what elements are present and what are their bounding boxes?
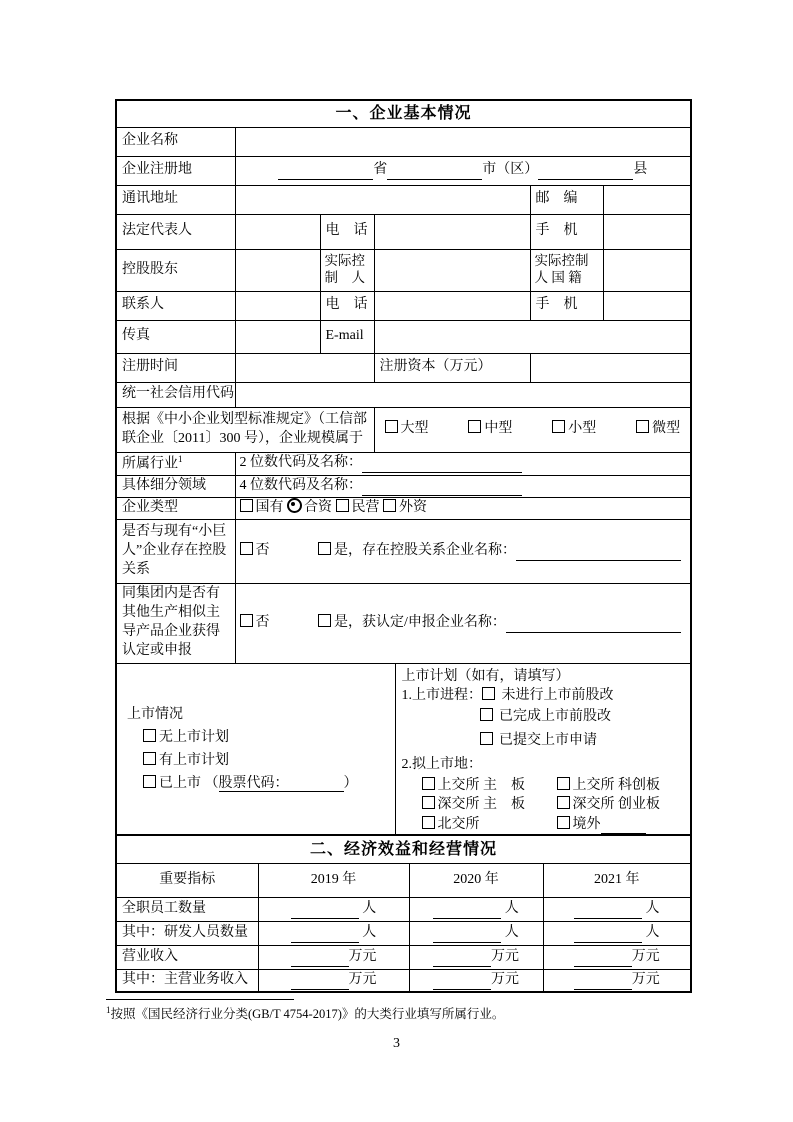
type-option-state-owned-label: 国有: [255, 500, 284, 516]
registration-place-value: [235, 156, 691, 185]
group-no-label: 否: [255, 614, 270, 630]
employees-2020: [409, 897, 543, 921]
stock-code-label: 股票代码：: [218, 775, 289, 791]
progress-option-2[interactable]: [402, 705, 689, 729]
checkbox-icon[interactable]: [318, 542, 331, 555]
giant-yes-option[interactable]: [318, 543, 516, 558]
legal-rep-row: [116, 214, 691, 249]
industry-row: [116, 452, 691, 475]
type-option-private[interactable]: [336, 500, 380, 515]
revenue-2020: [409, 945, 543, 969]
main-revenue-2021: [543, 969, 691, 992]
address-value[interactable]: [235, 185, 530, 214]
indicator-header-row: [116, 863, 691, 897]
checkbox-icon[interactable]: [480, 708, 493, 721]
employees-2019: [258, 897, 409, 921]
checkbox-icon[interactable]: [143, 729, 156, 742]
employees-2021-blank[interactable]: [574, 904, 642, 919]
credit-code-row: [116, 382, 691, 407]
fax-value[interactable]: [235, 320, 320, 353]
main-revenue-2021-blank[interactable]: [574, 975, 632, 990]
page-number: 3: [393, 1036, 400, 1051]
industry-value: [235, 452, 691, 475]
checkbox-icon[interactable]: [383, 499, 396, 512]
footnote-ref-superscript: 1: [178, 453, 183, 464]
group-similar-row: [116, 583, 691, 663]
listing-option-no-plan-label: 无上市计划: [159, 729, 229, 745]
economic-table: [115, 834, 692, 993]
place-option-bse-label: 北交所: [437, 816, 480, 832]
progress-option-1-label: 未进行上市前股改: [501, 687, 614, 703]
legal-rep-label: 法定代表人: [116, 214, 235, 249]
registered-capital-label: 注册资本（万元）: [374, 353, 530, 382]
credit-code-value[interactable]: [235, 382, 691, 407]
revenue-2020-blank[interactable]: [433, 952, 491, 967]
unit-label: 万元: [631, 971, 660, 987]
legal-rep-mobile-value[interactable]: [603, 214, 691, 249]
registered-capital-value[interactable]: [530, 353, 691, 382]
checkbox-icon[interactable]: [636, 420, 649, 433]
legal-rep-value[interactable]: [235, 214, 320, 249]
company-type-row: [116, 497, 691, 519]
giant-holding-row: [116, 519, 691, 583]
stock-code-field[interactable]: [219, 776, 344, 792]
subfield-row: [116, 475, 691, 497]
giant-company-name-blank[interactable]: [516, 546, 681, 561]
rd-staff-2020-blank[interactable]: [433, 928, 501, 943]
city-suffix: 市（区）: [482, 162, 539, 178]
holding-shareholder-row: [116, 249, 691, 291]
year-2021-header: 2021 年: [543, 863, 691, 897]
scale-option-micro-label: 微型: [652, 421, 681, 437]
type-option-joint-venture[interactable]: [287, 500, 332, 515]
checkbox-icon[interactable]: [480, 732, 493, 745]
checkbox-icon[interactable]: [240, 614, 253, 627]
checkbox-icon[interactable]: [143, 752, 156, 765]
registration-place-row: [116, 156, 691, 185]
checkbox-icon[interactable]: [422, 777, 435, 790]
place-option-sse-main[interactable]: [422, 776, 557, 796]
county-suffix: 县: [633, 162, 648, 178]
company-name-row: [116, 127, 691, 156]
revenue-2021-blank[interactable]: [574, 952, 632, 967]
main-revenue-2020: [409, 969, 543, 992]
group-company-name-blank[interactable]: [506, 618, 681, 633]
legal-rep-tel-value[interactable]: [374, 214, 530, 249]
registration-time-value[interactable]: [235, 353, 374, 382]
revenue-2021: [543, 945, 691, 969]
controller-nationality-label: [530, 249, 603, 291]
progress-option-3[interactable]: [402, 729, 689, 753]
contact-tel-value[interactable]: [374, 291, 530, 320]
checkbox-icon[interactable]: [557, 796, 570, 809]
giant-holding-label: 是否与现有“小巨人”企业存在控股关系: [116, 519, 235, 583]
type-option-joint-venture-label: 合资: [304, 500, 332, 516]
type-option-foreign[interactable]: [383, 500, 427, 515]
actual-controller-label-line1: 实际控: [324, 253, 365, 269]
contact-mobile-label: 手 机: [530, 291, 603, 320]
group-yes-label: 是，获认定/申报企业名称：: [334, 614, 506, 630]
contact-mobile-value[interactable]: [603, 291, 691, 320]
place-option-sse-star-label: 上交所 科创板: [572, 777, 660, 793]
checkbox-icon[interactable]: [336, 499, 349, 512]
actual-controller-value[interactable]: [374, 249, 530, 291]
email-value[interactable]: [374, 320, 691, 353]
rd-staff-row: [116, 921, 691, 945]
listing-progress-label: 1.上市进程：: [401, 687, 482, 703]
contact-value[interactable]: [235, 291, 320, 320]
controller-nationality-value[interactable]: [603, 249, 691, 291]
postcode-value[interactable]: [603, 185, 691, 214]
listing-status-title: 上市情况: [127, 706, 183, 722]
contact-row: [116, 291, 691, 320]
fax-row: [116, 320, 691, 353]
enterprise-form: [115, 99, 690, 993]
listing-option-listed[interactable]: [127, 772, 391, 795]
actual-controller-label-line2: 制 人: [324, 270, 365, 286]
group-no-option[interactable]: [240, 615, 270, 630]
subfield-label: 具体细分领域: [116, 475, 235, 497]
place-option-szse-chinext[interactable]: [557, 795, 661, 815]
contact-label: 联系人: [116, 291, 235, 320]
rd-staff-2020: [409, 921, 543, 945]
progress-option-1[interactable]: [482, 688, 614, 703]
subfield-code-prefix: 4 位数代码及名称：: [239, 477, 362, 493]
unit-label: 人: [645, 900, 660, 916]
progress-option-3-label: 已提交上市申请: [499, 732, 597, 748]
credit-code-label: 统一社会信用代码: [116, 382, 235, 407]
registration-time-label: 注册时间: [116, 353, 235, 382]
checkbox-icon[interactable]: [552, 420, 565, 433]
unit-label: 人: [504, 900, 519, 916]
listing-row: [116, 663, 691, 835]
unit-label: 万元: [348, 948, 377, 964]
employees-label: 全职员工数量: [116, 897, 258, 921]
enterprise-scale-label: 根据《中小企业划型标准规定》（工信部联企业〔2011〕300 号），企业规模属于: [116, 407, 374, 452]
place-option-sse-star[interactable]: [557, 776, 661, 796]
rd-staff-2021-blank[interactable]: [574, 928, 642, 943]
employees-row: [116, 897, 691, 921]
place-options-row-3: [402, 815, 689, 835]
unit-label: 人: [362, 924, 377, 940]
city-blank[interactable]: [387, 165, 482, 180]
section1-title: 一、企业基本情况: [116, 100, 691, 127]
rd-staff-2021: [543, 921, 691, 945]
checkbox-icon[interactable]: [422, 796, 435, 809]
industry-code-blank[interactable]: [362, 458, 522, 473]
footnote-number: 1: [106, 1004, 111, 1015]
unit-label: 万元: [348, 971, 377, 987]
main-revenue-2019-blank[interactable]: [291, 975, 349, 990]
revenue-label: 营业收入: [116, 945, 258, 969]
listing-status-cell: [116, 663, 395, 835]
employees-2019-blank[interactable]: [291, 904, 359, 919]
group-yes-option[interactable]: [318, 615, 506, 630]
legal-rep-tel-label: 电 话: [320, 214, 374, 249]
contact-tel-label: 电 话: [320, 291, 374, 320]
province-suffix: 省: [373, 162, 388, 178]
checkbox-icon[interactable]: [240, 542, 253, 555]
checkbox-icon[interactable]: [557, 777, 570, 790]
stock-code-close-paren: ）: [343, 775, 358, 791]
giant-yes-label: 是，存在控股关系企业名称：: [334, 542, 516, 558]
listing-option-has-plan-label: 有上市计划: [159, 752, 229, 768]
listing-progress-line: [402, 686, 689, 705]
listing-plan-title: 上市计划（如有，请填写）: [401, 668, 570, 684]
holding-shareholder-label: 控股股东: [116, 249, 235, 291]
unit-label: 万元: [491, 948, 519, 964]
main-revenue-label: 其中：主营业务收入: [116, 969, 258, 992]
unit-label: 人: [645, 924, 660, 940]
revenue-row: [116, 945, 691, 969]
group-similar-label: 同集团内是否有其他生产相似主导产品企业获得认定或申报: [116, 583, 235, 663]
address-label: 通讯地址: [116, 185, 235, 214]
province-blank[interactable]: [278, 165, 373, 180]
company-type-label: 企业类型: [116, 497, 235, 519]
giant-no-option[interactable]: [240, 543, 270, 558]
industry-code-prefix: 2 位数代码及名称：: [239, 455, 362, 471]
type-option-state-owned[interactable]: [240, 500, 284, 515]
rd-staff-2019: [258, 921, 409, 945]
industry-label: [116, 452, 235, 475]
listing-option-no-plan[interactable]: [127, 726, 391, 749]
type-option-foreign-label: 外资: [399, 500, 427, 516]
rd-staff-label: 其中：研发人员数量: [116, 921, 258, 945]
revenue-2019-blank[interactable]: [291, 952, 349, 967]
enterprise-scale-row: [116, 407, 691, 452]
year-2019-header: 2019 年: [258, 863, 409, 897]
county-blank[interactable]: [538, 165, 633, 180]
subfield-value: [235, 475, 691, 497]
place-option-szse-chinext-label: 深交所 创业板: [572, 797, 660, 813]
place-option-szse-main[interactable]: [422, 795, 557, 815]
scale-option-medium-label: 中型: [484, 421, 513, 437]
holding-shareholder-value[interactable]: [235, 249, 320, 291]
place-options-row-1: [402, 776, 689, 796]
scale-option-large[interactable]: [385, 420, 429, 439]
email-label: E-mail: [320, 320, 374, 353]
progress-option-2-label: 已完成上市前股改: [499, 708, 611, 724]
unit-label: 人: [504, 924, 519, 940]
registration-place-label: 企业注册地: [116, 156, 235, 185]
group-similar-value: [235, 583, 691, 663]
place-option-szse-main-label: 深交所 主 板: [437, 797, 525, 813]
checkbox-icon[interactable]: [385, 420, 398, 433]
scale-option-large-label: 大型: [400, 421, 429, 437]
footnote: [106, 1004, 666, 1022]
checkbox-icon[interactable]: [143, 775, 156, 788]
postcode-label: 邮 编: [530, 185, 603, 214]
section2-title: 二、经济效益和经营情况: [116, 835, 691, 863]
checkbox-icon[interactable]: [482, 687, 495, 700]
giant-holding-value: [235, 519, 691, 583]
controller-nationality-label-line1: 实际控制: [534, 253, 589, 269]
scale-option-micro[interactable]: [636, 420, 680, 439]
listing-plan-cell: [395, 663, 691, 835]
listing-place-label: 2.拟上市地：: [401, 756, 482, 772]
registration-time-row: [116, 353, 691, 382]
listing-option-listed-label: 已上市: [159, 775, 201, 791]
indicator-header: 重要指标: [116, 863, 258, 897]
section1-header-row: [116, 100, 691, 127]
company-type-options: [235, 497, 691, 519]
footnote-text: 按照《国民经济行业分类(GB/T 4754-2017)》的大类行业填写所属行业。: [110, 1007, 505, 1021]
place-option-sse-main-label: 上交所 主 板: [437, 777, 525, 793]
giant-no-label: 否: [255, 542, 270, 558]
basic-info-table: [115, 99, 692, 836]
scale-option-medium[interactable]: [468, 420, 512, 439]
enterprise-scale-options: [374, 407, 691, 452]
checkbox-icon[interactable]: [422, 816, 435, 829]
checkbox-icon[interactable]: [468, 420, 481, 433]
section2-header-row: [116, 835, 691, 863]
revenue-2019: [258, 945, 409, 969]
legal-rep-mobile-label: 手 机: [530, 214, 603, 249]
place-option-overseas-label: 境外: [572, 816, 601, 832]
place-option-bse[interactable]: [422, 815, 557, 835]
main-revenue-2019: [258, 969, 409, 992]
main-revenue-2020-blank[interactable]: [433, 975, 491, 990]
radio-checked-icon[interactable]: [287, 498, 302, 513]
unit-label: 万元: [631, 948, 660, 964]
company-name-value[interactable]: [235, 127, 691, 156]
industry-label-text: 所属行业: [122, 456, 178, 472]
company-name-label: 企业名称: [116, 127, 235, 156]
address-row: [116, 185, 691, 214]
fax-label: 传真: [116, 320, 235, 353]
subfield-code-blank[interactable]: [362, 481, 522, 496]
scale-option-small[interactable]: [552, 420, 596, 439]
unit-label: 万元: [491, 971, 519, 987]
checkbox-icon[interactable]: [318, 614, 331, 627]
overseas-blank[interactable]: [601, 819, 646, 834]
footnote-separator: [106, 999, 294, 1000]
checkbox-icon[interactable]: [240, 499, 253, 512]
rd-staff-2019-blank[interactable]: [291, 928, 359, 943]
stock-code-open-paren: （: [204, 775, 219, 791]
employees-2020-blank[interactable]: [433, 904, 501, 919]
type-option-private-label: 民营: [351, 500, 380, 516]
scale-option-small-label: 小型: [568, 421, 597, 437]
place-option-overseas[interactable]: [557, 815, 646, 835]
employees-2021: [543, 897, 691, 921]
year-2020-header: 2020 年: [409, 863, 543, 897]
checkbox-icon[interactable]: [557, 816, 570, 829]
place-options-row-2: [402, 795, 689, 815]
controller-nationality-label-line2: 人 国 籍: [534, 270, 582, 286]
unit-label: 人: [362, 900, 377, 916]
listing-option-has-plan[interactable]: [127, 749, 391, 772]
main-revenue-row: [116, 969, 691, 992]
actual-controller-label: [320, 249, 374, 291]
